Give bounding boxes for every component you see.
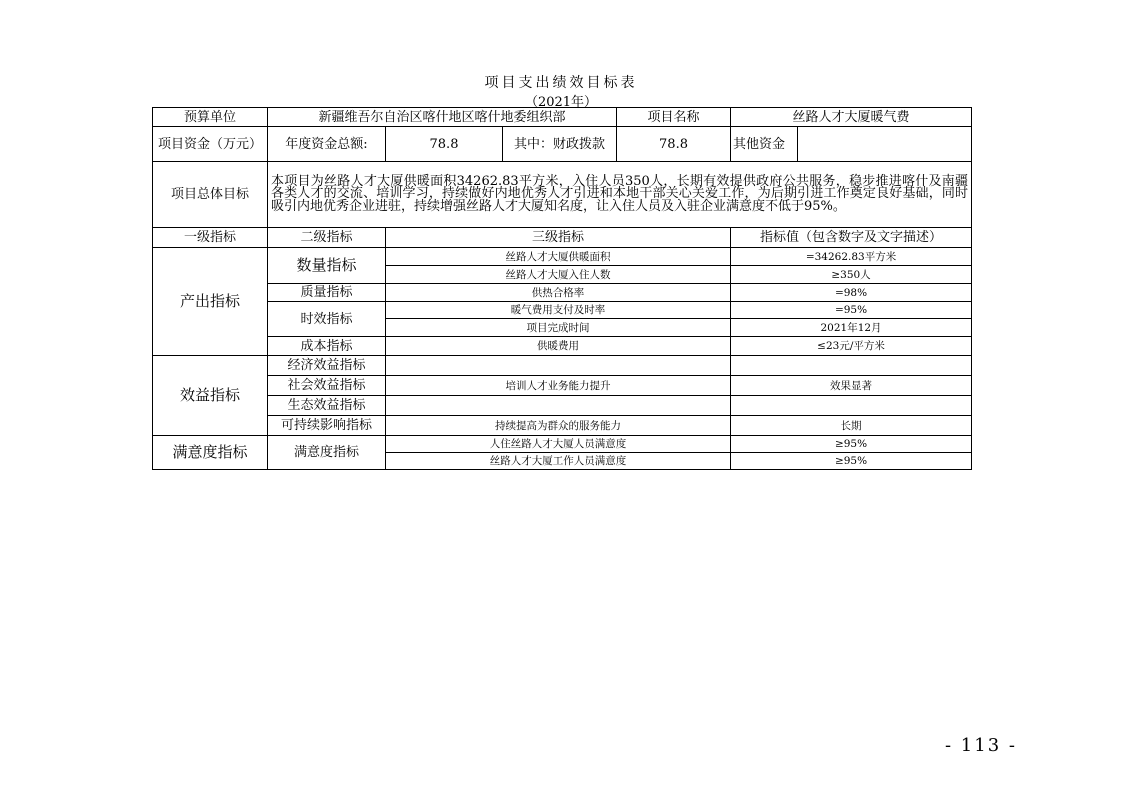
document-year: （2021年） (524, 95, 598, 110)
annual-total-value: 78.8 (386, 127, 503, 162)
other-funds-label: 其他资金 (731, 127, 798, 162)
document-title: 项目支出绩效目标表 (484, 75, 638, 91)
indicator-resident-count: 丝路人才大厦入住人数 (386, 266, 731, 284)
value-resident-count: ≥350人 (731, 266, 972, 284)
table-row (153, 396, 972, 416)
budget-unit-label: 预算单位 (153, 108, 268, 127)
indicator-payment-timeliness: 暖气费用支付及时率 (386, 302, 731, 319)
overall-goal-label: 项目总体目标 (153, 162, 268, 228)
indicator-completion-time: 项目完成时间 (386, 319, 731, 337)
level2-sustainable: 可持续影响指标 (268, 416, 386, 436)
project-name-label: 项目名称 (617, 108, 731, 127)
level2-timeliness: 时效指标 (268, 302, 386, 337)
page-number: - 113 - (945, 735, 1017, 756)
value-heating-cost: ≤23元/平方米 (731, 337, 972, 356)
level2-ecological: 生态效益指标 (268, 396, 386, 416)
level2-cost: 成本指标 (268, 337, 386, 356)
column-header-level1: 一级指标 (153, 228, 268, 248)
indicator-ecological (386, 396, 731, 416)
value-training: 效果显著 (731, 376, 972, 396)
column-header-level2: 二级指标 (268, 228, 386, 248)
level2-economic: 经济效益指标 (268, 356, 386, 376)
level2-quantity: 数量指标 (268, 248, 386, 284)
indicator-training: 培训人才业务能力提升 (386, 376, 731, 396)
column-header-level3: 三级指标 (386, 228, 731, 248)
table-row (153, 356, 972, 376)
column-header-value: 指标值（包含数字及文字描述） (731, 228, 972, 248)
table-row (153, 337, 972, 356)
project-name-value: 丝路人才大厦暖气费 (731, 108, 972, 127)
table-row (153, 248, 972, 266)
annual-total-label: 年度资金总额: (268, 127, 386, 162)
overall-goal-text: 本项目为丝路人才大厦供暖面积34262.83平方米，入住人员350人，长期有效提供政府公共服务，稳步推进喀什及南疆各类人才的交流、培训学习，持续做好内地优秀人才引进和本地干部关心关爱工作，为后期引进工作奠定良好基础，同时吸引内地优秀企业进驻，持续增强丝路人才大厦知名度，让入住人员及入驻企业满意度不低于95%。 (268, 162, 972, 228)
table-row (153, 416, 972, 436)
value-heating-area: =34262.83平方米 (731, 248, 972, 266)
funds-row (153, 127, 972, 162)
value-economic (731, 356, 972, 376)
table-row (153, 302, 972, 319)
value-resident-satisfaction: ≥95% (731, 436, 972, 453)
table-row (153, 376, 972, 396)
overall-goal-row (153, 162, 972, 228)
value-service-capacity: 长期 (731, 416, 972, 436)
value-completion-time: 2021年12月 (731, 319, 972, 337)
level1-satisfaction: 满意度指标 (153, 436, 268, 470)
value-heating-pass-rate: =98% (731, 284, 972, 302)
indicator-service-capacity: 持续提高为群众的服务能力 (386, 416, 731, 436)
value-payment-timeliness: =95% (731, 302, 972, 319)
indicator-heating-cost: 供暖费用 (386, 337, 731, 356)
level2-quality: 质量指标 (268, 284, 386, 302)
level1-benefit: 效益指标 (153, 356, 268, 436)
table-row (153, 284, 972, 302)
indicator-heating-area: 丝路人才大厦供暖面积 (386, 248, 731, 266)
budget-unit-value: 新疆维吾尔自治区喀什地区喀什地委组织部 (268, 108, 617, 127)
level2-satisfaction: 满意度指标 (268, 436, 386, 470)
other-funds-value (798, 127, 972, 162)
indicator-resident-satisfaction: 人住丝路人才大厦人员满意度 (386, 436, 731, 453)
budget-unit-row (153, 108, 972, 127)
indicator-heating-pass-rate: 供热合格率 (386, 284, 731, 302)
indicator-staff-satisfaction: 丝路人才大厦工作人员满意度 (386, 453, 731, 470)
column-header-row (153, 228, 972, 248)
fiscal-allocation-value: 78.8 (617, 127, 731, 162)
funds-label: 项目资金（万元） (153, 127, 268, 162)
table-row (153, 436, 972, 453)
value-ecological (731, 396, 972, 416)
indicator-economic (386, 356, 731, 376)
fiscal-allocation-label: 其中：财政拨款 (503, 127, 617, 162)
level2-social: 社会效益指标 (268, 376, 386, 396)
level1-output: 产出指标 (153, 248, 268, 356)
value-staff-satisfaction: ≥95% (731, 453, 972, 470)
performance-target-table (152, 107, 972, 470)
